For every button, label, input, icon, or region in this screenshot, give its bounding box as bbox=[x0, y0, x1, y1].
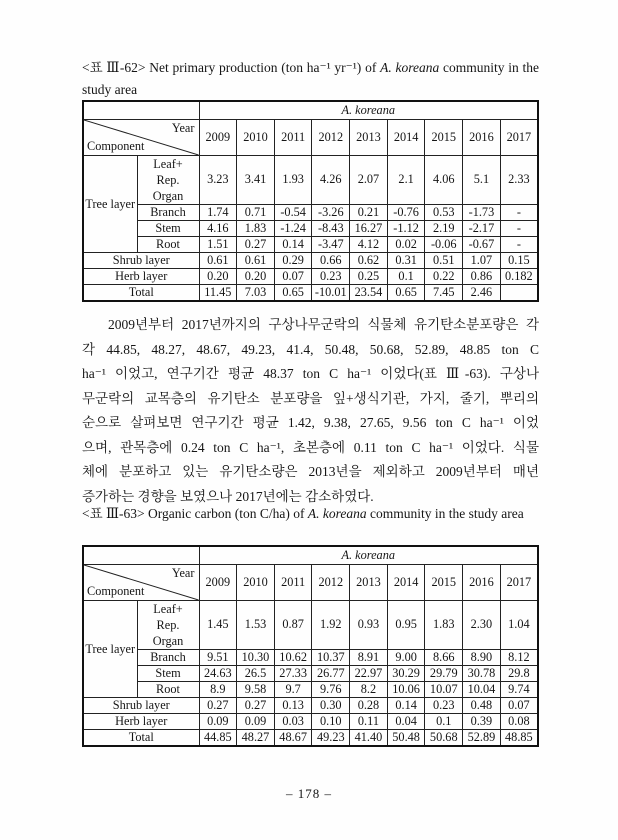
year-header-cell: 2015 bbox=[425, 119, 463, 155]
species-name: A. koreana bbox=[380, 60, 440, 75]
value-cell: 0.66 bbox=[312, 252, 350, 268]
value-cell: 0.22 bbox=[425, 268, 463, 284]
caption-tag: <표 Ⅲ-63> bbox=[82, 506, 145, 521]
value-cell: 0.14 bbox=[387, 697, 425, 713]
value-cell: 0.27 bbox=[199, 697, 237, 713]
value-cell: 49.23 bbox=[312, 729, 350, 746]
value-cell: 0.93 bbox=[350, 600, 388, 649]
value-cell: 5.1 bbox=[463, 155, 501, 204]
value-cell: 9.74 bbox=[500, 681, 538, 697]
row-label-line: Organ bbox=[152, 188, 184, 203]
table-row bbox=[83, 665, 538, 681]
value-cell: 2.1 bbox=[387, 155, 425, 204]
row-label-line: Rep. bbox=[156, 617, 180, 632]
tree-layer-label: Tree layer bbox=[83, 600, 137, 697]
species-name: A. koreana bbox=[307, 506, 367, 521]
value-cell: 2.30 bbox=[463, 600, 501, 649]
year-header-cell: 2016 bbox=[463, 564, 501, 600]
value-cell: 52.89 bbox=[463, 729, 501, 746]
value-cell: 0.51 bbox=[425, 252, 463, 268]
value-cell: 30.78 bbox=[463, 665, 501, 681]
row-label: Root bbox=[137, 681, 199, 697]
year-header-cell: 2015 bbox=[425, 564, 463, 600]
value-cell: 1.92 bbox=[312, 600, 350, 649]
value-cell: 0.11 bbox=[350, 713, 388, 729]
value-cell: 22.97 bbox=[350, 665, 388, 681]
row-label-leaf bbox=[137, 600, 199, 649]
value-cell: 0.08 bbox=[500, 713, 538, 729]
empty-corner-cell bbox=[83, 101, 199, 119]
table-row bbox=[83, 101, 538, 119]
value-cell: 8.91 bbox=[350, 649, 388, 665]
page-number: – 178 – bbox=[286, 786, 332, 801]
value-cell: 0.62 bbox=[350, 252, 388, 268]
value-cell: 3.41 bbox=[237, 155, 275, 204]
value-cell: -0.76 bbox=[387, 204, 425, 220]
value-cell: 0.25 bbox=[350, 268, 388, 284]
value-cell: 1.93 bbox=[274, 155, 312, 204]
value-cell: -1.12 bbox=[387, 220, 425, 236]
caption-text-post: community in the study area bbox=[82, 60, 539, 97]
year-header-cell: 2017 bbox=[500, 119, 538, 155]
value-cell: 4.06 bbox=[425, 155, 463, 204]
year-header-cell: 2011 bbox=[274, 119, 312, 155]
value-cell: 24.63 bbox=[199, 665, 237, 681]
row-label-line: Rep. bbox=[156, 172, 180, 187]
table-row bbox=[83, 681, 538, 697]
value-cell: 8.66 bbox=[425, 649, 463, 665]
year-header-cell: 2011 bbox=[274, 564, 312, 600]
value-cell: 7.45 bbox=[425, 284, 463, 301]
value-cell: 0.30 bbox=[312, 697, 350, 713]
year-header-cell: 2013 bbox=[350, 119, 388, 155]
value-cell: 1.83 bbox=[425, 600, 463, 649]
value-cell: 0.87 bbox=[274, 600, 312, 649]
value-cell: 0.61 bbox=[199, 252, 237, 268]
value-cell bbox=[500, 284, 538, 301]
value-cell: 8.12 bbox=[500, 649, 538, 665]
value-cell: 8.2 bbox=[350, 681, 388, 697]
caption-text-pre: Net primary production (ton ha⁻¹ yr⁻¹) of bbox=[145, 60, 381, 75]
value-cell: - bbox=[500, 204, 538, 220]
component-axis-label: Component bbox=[87, 138, 145, 153]
value-cell: 0.15 bbox=[500, 252, 538, 268]
table-row bbox=[83, 119, 538, 155]
organic-carbon-table bbox=[82, 545, 539, 747]
table-row bbox=[83, 252, 538, 268]
value-cell: 1.51 bbox=[199, 236, 237, 252]
value-cell: 0.48 bbox=[463, 697, 501, 713]
row-label: Root bbox=[137, 236, 199, 252]
caption-text-pre: Organic carbon (ton C/ha) of bbox=[144, 506, 308, 521]
value-cell: 1.83 bbox=[237, 220, 275, 236]
value-cell: 7.03 bbox=[237, 284, 275, 301]
year-header-cell: 2014 bbox=[387, 564, 425, 600]
table-62-caption bbox=[82, 57, 539, 100]
value-cell: 2.33 bbox=[500, 155, 538, 204]
value-cell: 27.33 bbox=[274, 665, 312, 681]
value-cell: 0.27 bbox=[237, 236, 275, 252]
value-cell: 0.71 bbox=[237, 204, 275, 220]
value-cell: -10.01 bbox=[312, 284, 350, 301]
value-cell: 1.07 bbox=[463, 252, 501, 268]
table-row bbox=[83, 268, 538, 284]
value-cell: 0.09 bbox=[237, 713, 275, 729]
npp-table bbox=[82, 100, 539, 302]
row-label: Shrub layer bbox=[83, 697, 199, 713]
value-cell: 0.04 bbox=[387, 713, 425, 729]
value-cell: -0.67 bbox=[463, 236, 501, 252]
row-label-line: Leaf+ bbox=[153, 156, 183, 171]
value-cell: 2.07 bbox=[350, 155, 388, 204]
row-label: Total bbox=[83, 284, 199, 301]
year-header-cell: 2014 bbox=[387, 119, 425, 155]
value-cell: 8.90 bbox=[463, 649, 501, 665]
value-cell: 16.27 bbox=[350, 220, 388, 236]
value-cell: 0.21 bbox=[350, 204, 388, 220]
value-cell: 48.27 bbox=[237, 729, 275, 746]
value-cell: 0.65 bbox=[274, 284, 312, 301]
year-header-cell: 2012 bbox=[312, 564, 350, 600]
value-cell: -0.06 bbox=[425, 236, 463, 252]
value-cell: 1.45 bbox=[199, 600, 237, 649]
value-cell: 0.95 bbox=[387, 600, 425, 649]
paragraph-line: 무군락의 교목층의 유기탄소 분포량을 잎+생식기관, 가지, 줄기, 뿌리의 bbox=[82, 390, 539, 406]
year-header-cell: 2012 bbox=[312, 119, 350, 155]
caption-tag: <표 Ⅲ-62> bbox=[82, 60, 146, 75]
value-cell: 0.53 bbox=[425, 204, 463, 220]
value-cell: 0.39 bbox=[463, 713, 501, 729]
value-cell: 9.7 bbox=[274, 681, 312, 697]
value-cell: 10.37 bbox=[312, 649, 350, 665]
value-cell: 0.1 bbox=[425, 713, 463, 729]
caption-text-post: community in the study area bbox=[366, 506, 524, 521]
corner-cell bbox=[83, 119, 199, 155]
value-cell: 0.28 bbox=[350, 697, 388, 713]
value-cell: 8.9 bbox=[199, 681, 237, 697]
value-cell: -2.17 bbox=[463, 220, 501, 236]
value-cell: 41.40 bbox=[350, 729, 388, 746]
year-header-cell: 2010 bbox=[237, 564, 275, 600]
component-axis-label: Component bbox=[87, 583, 145, 598]
row-label-line: Organ bbox=[152, 633, 184, 648]
paragraph-line: 체에 분포하고 있는 유기탄소량은 2013년을 제외하고 2009년부터 매년 bbox=[82, 464, 539, 479]
value-cell: 0.10 bbox=[312, 713, 350, 729]
value-cell: 2.19 bbox=[425, 220, 463, 236]
value-cell: -0.54 bbox=[274, 204, 312, 220]
value-cell: 9.51 bbox=[199, 649, 237, 665]
value-cell: 0.182 bbox=[500, 268, 538, 284]
row-label: Stem bbox=[137, 220, 199, 236]
row-label-leaf bbox=[137, 155, 199, 204]
value-cell: -3.26 bbox=[312, 204, 350, 220]
value-cell: 10.07 bbox=[425, 681, 463, 697]
value-cell: 50.68 bbox=[425, 729, 463, 746]
value-cell: 0.29 bbox=[274, 252, 312, 268]
row-label: Total bbox=[83, 729, 199, 746]
value-cell: 10.62 bbox=[274, 649, 312, 665]
value-cell: 2.46 bbox=[463, 284, 501, 301]
paragraph-line: 증가하는 경향을 보였으나 2017년에는 감소하였다. bbox=[82, 488, 374, 504]
value-cell: 4.12 bbox=[350, 236, 388, 252]
year-axis-label: Year bbox=[171, 120, 195, 135]
paragraph-line: 2009년부터 2017년까지의 구상나무군락의 식물체 유기탄소분포량은 각 bbox=[108, 317, 539, 332]
value-cell: 3.23 bbox=[199, 155, 237, 204]
row-label: Stem bbox=[137, 665, 199, 681]
empty-corner-cell bbox=[83, 546, 199, 564]
value-cell: 0.23 bbox=[312, 268, 350, 284]
value-cell: 0.07 bbox=[500, 697, 538, 713]
year-header-cell: 2016 bbox=[463, 119, 501, 155]
year-header-cell: 2017 bbox=[500, 564, 538, 600]
value-cell: 44.85 bbox=[199, 729, 237, 746]
row-label: Shrub layer bbox=[83, 252, 199, 268]
value-cell: 0.23 bbox=[425, 697, 463, 713]
value-cell: 0.31 bbox=[387, 252, 425, 268]
table-row bbox=[83, 713, 538, 729]
value-cell: 10.04 bbox=[463, 681, 501, 697]
row-label: Herb layer bbox=[83, 713, 199, 729]
paragraph-line: 각 44.85, 48.27, 48.67, 49.23, 41.4, 50.48, 50.68, 52.89, 48.85 ton C bbox=[82, 341, 539, 357]
year-header-cell: 2009 bbox=[199, 564, 237, 600]
table-63-caption bbox=[82, 503, 539, 525]
value-cell: 10.30 bbox=[237, 649, 275, 665]
value-cell: 29.79 bbox=[425, 665, 463, 681]
value-cell: - bbox=[500, 220, 538, 236]
value-cell: 48.67 bbox=[274, 729, 312, 746]
table-row bbox=[83, 236, 538, 252]
year-header-cell: 2009 bbox=[199, 119, 237, 155]
value-cell: -8.43 bbox=[312, 220, 350, 236]
year-axis-label: Year bbox=[171, 565, 195, 580]
value-cell: 11.45 bbox=[199, 284, 237, 301]
species-band-cell: A. koreana bbox=[199, 546, 538, 564]
paragraph-line: 으며, 관목층에 0.24 ton C ha⁻¹, 초본층에 0.11 ton C ha⁻¹ 이었다. 식물 bbox=[82, 439, 539, 455]
table-row bbox=[83, 729, 538, 746]
value-cell: 0.20 bbox=[199, 268, 237, 284]
value-cell: 0.86 bbox=[463, 268, 501, 284]
value-cell: 0.07 bbox=[274, 268, 312, 284]
value-cell: -1.73 bbox=[463, 204, 501, 220]
value-cell: 26.77 bbox=[312, 665, 350, 681]
value-cell: 1.74 bbox=[199, 204, 237, 220]
table-row bbox=[83, 600, 538, 649]
table-row bbox=[83, 697, 538, 713]
value-cell: 1.04 bbox=[500, 600, 538, 649]
value-cell: 0.27 bbox=[237, 697, 275, 713]
value-cell: 26.5 bbox=[237, 665, 275, 681]
row-label: Branch bbox=[137, 204, 199, 220]
value-cell: 1.53 bbox=[237, 600, 275, 649]
value-cell: -3.47 bbox=[312, 236, 350, 252]
value-cell: 0.61 bbox=[237, 252, 275, 268]
corner-cell bbox=[83, 564, 199, 600]
value-cell: 0.09 bbox=[199, 713, 237, 729]
value-cell: 0.13 bbox=[274, 697, 312, 713]
row-label-line: Leaf+ bbox=[153, 601, 183, 616]
year-header-cell: 2013 bbox=[350, 564, 388, 600]
table-row bbox=[83, 649, 538, 665]
value-cell: -1.24 bbox=[274, 220, 312, 236]
value-cell: 30.29 bbox=[387, 665, 425, 681]
table-row bbox=[83, 220, 538, 236]
table-row bbox=[83, 546, 538, 564]
value-cell: 29.8 bbox=[500, 665, 538, 681]
value-cell: 0.02 bbox=[387, 236, 425, 252]
tree-layer-label: Tree layer bbox=[83, 155, 137, 252]
table-row bbox=[83, 564, 538, 600]
table-row bbox=[83, 155, 538, 204]
value-cell: - bbox=[500, 236, 538, 252]
value-cell: 4.16 bbox=[199, 220, 237, 236]
year-header-cell: 2010 bbox=[237, 119, 275, 155]
species-band-cell: A. koreana bbox=[199, 101, 538, 119]
value-cell: 9.00 bbox=[387, 649, 425, 665]
value-cell: 0.1 bbox=[387, 268, 425, 284]
body-paragraph bbox=[82, 313, 539, 509]
value-cell: 9.76 bbox=[312, 681, 350, 697]
value-cell: 50.48 bbox=[387, 729, 425, 746]
value-cell: 0.14 bbox=[274, 236, 312, 252]
row-label: Branch bbox=[137, 649, 199, 665]
value-cell: 0.03 bbox=[274, 713, 312, 729]
value-cell: 48.85 bbox=[500, 729, 538, 746]
table-row bbox=[83, 204, 538, 220]
value-cell: 9.58 bbox=[237, 681, 275, 697]
paragraph-line: ha⁻¹ 이었고, 연구기간 평균 48.37 ton C ha⁻¹ 이었다(표 Ⅲ-63). 구상나 bbox=[82, 366, 539, 381]
value-cell: 4.26 bbox=[312, 155, 350, 204]
row-label: Herb layer bbox=[83, 268, 199, 284]
value-cell: 0.65 bbox=[387, 284, 425, 301]
table-row bbox=[83, 284, 538, 301]
value-cell: 23.54 bbox=[350, 284, 388, 301]
value-cell: 10.06 bbox=[387, 681, 425, 697]
paragraph-line: 순으로 살펴보면 연구기간 평균 1.42, 9.38, 27.65, 9.56 ton C ha⁻¹ 이었 bbox=[82, 415, 539, 430]
value-cell: 0.20 bbox=[237, 268, 275, 284]
